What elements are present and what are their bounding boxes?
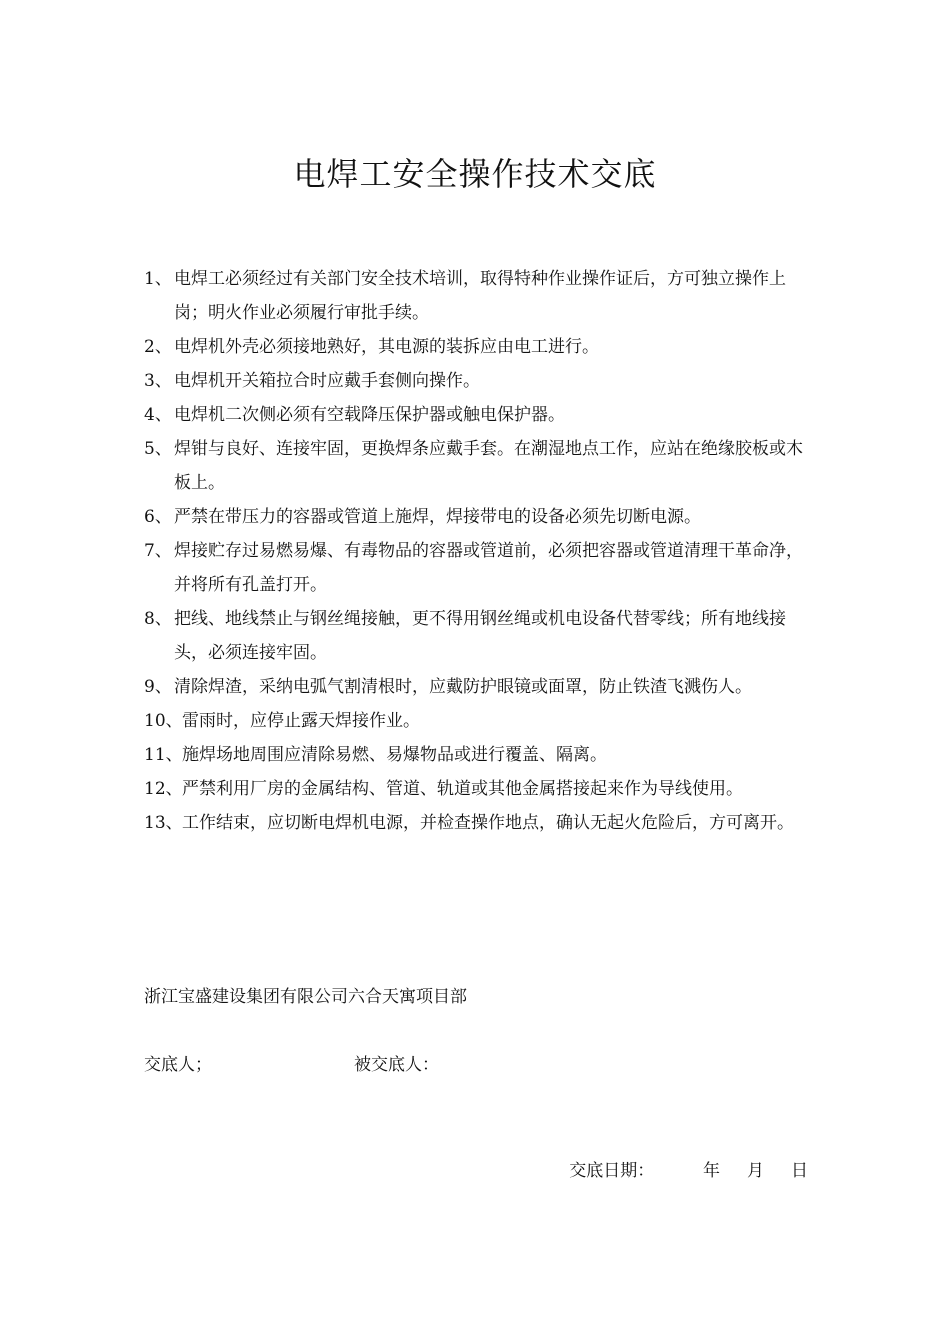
item-text: 电焊机外壳必须接地熟好，其电源的装拆应由电工进行。 bbox=[174, 337, 599, 357]
list-item bbox=[144, 330, 808, 364]
item-number: 2、 bbox=[144, 337, 172, 357]
item-text: 把线、地线禁止与钢丝绳接触，更不得用钢丝绳或机电设备代替零线；所有地线接头，必须连接牢固。 bbox=[174, 609, 786, 663]
item-text: 焊钳与良好、连接牢固，更换焊条应戴手套。在潮湿地点工作，应站在绝缘胶板或木板上。 bbox=[174, 439, 803, 493]
item-text: 严禁利用厂房的金属结构、管道、轨道或其他金属搭接起来作为导线使用。 bbox=[182, 779, 743, 799]
list-item bbox=[144, 806, 808, 840]
list-item bbox=[144, 534, 808, 602]
date-day: 日 bbox=[791, 1161, 808, 1181]
item-text: 雷雨时，应停止露天焊接作业。 bbox=[182, 711, 420, 731]
list-item bbox=[144, 262, 808, 330]
item-number: 3、 bbox=[144, 371, 172, 391]
date-label: 交底日期： bbox=[569, 1161, 655, 1181]
item-text: 严禁在带压力的容器或管道上施焊，焊接带电的设备必须先切断电源。 bbox=[174, 507, 701, 527]
list-item bbox=[144, 364, 808, 398]
item-number: 6、 bbox=[144, 507, 172, 527]
item-text: 电焊机二次侧必须有空载降压保护器或触电保护器。 bbox=[174, 405, 565, 425]
item-text: 电焊工必须经过有关部门安全技术培训，取得特种作业操作证后，方可独立操作上岗；明火作业必须履行审批手续。 bbox=[174, 269, 786, 323]
list-item bbox=[144, 500, 808, 534]
item-number: 10、 bbox=[144, 711, 183, 731]
item-number: 1、 bbox=[144, 269, 172, 289]
handover-by-label: 交底人； bbox=[144, 1055, 212, 1075]
item-number: 5、 bbox=[144, 439, 172, 459]
date-month: 月 bbox=[746, 1161, 764, 1181]
item-text: 电焊机开关箱拉合时应戴手套侧向操作。 bbox=[174, 371, 480, 391]
item-number: 8、 bbox=[144, 609, 172, 629]
date-year: 年 bbox=[702, 1161, 720, 1181]
receiver-label: 被交底人： bbox=[354, 1055, 439, 1075]
item-number: 13、 bbox=[144, 813, 183, 833]
item-text: 工作结束，应切断电焊机电源，并检查操作地点，确认无起火危险后，方可离开。 bbox=[182, 813, 794, 833]
instruction-list bbox=[144, 262, 808, 840]
list-item bbox=[144, 398, 808, 432]
item-text: 施焊场地周围应清除易燃、易爆物品或进行覆盖、隔离。 bbox=[182, 745, 607, 765]
list-item bbox=[144, 704, 808, 738]
list-item bbox=[144, 432, 808, 500]
item-number: 12、 bbox=[144, 779, 183, 799]
item-number: 4、 bbox=[144, 405, 172, 425]
date-row bbox=[569, 1156, 808, 1186]
item-number: 7、 bbox=[144, 541, 172, 561]
item-number: 9、 bbox=[144, 677, 172, 697]
document-title: 电焊工安全操作技术交底 bbox=[293, 155, 657, 193]
signature-row bbox=[144, 1050, 808, 1080]
item-text: 焊接贮存过易燃易爆、有毒物品的容器或管道前，必须把容器或管道清理干革命净，并将所有孔盖打开。 bbox=[174, 541, 803, 595]
list-item bbox=[144, 602, 808, 670]
list-item bbox=[144, 738, 808, 772]
item-number: 11、 bbox=[144, 745, 183, 765]
item-text: 清除焊渣，采纳电弧气割清根时，应戴防护眼镜或面罩，防止铁渣飞溅伤人。 bbox=[174, 677, 752, 697]
organization-name: 浙江宝盛建设集团有限公司六合天寓项目部 bbox=[144, 987, 467, 1007]
list-item bbox=[144, 670, 808, 704]
list-item bbox=[144, 772, 808, 806]
